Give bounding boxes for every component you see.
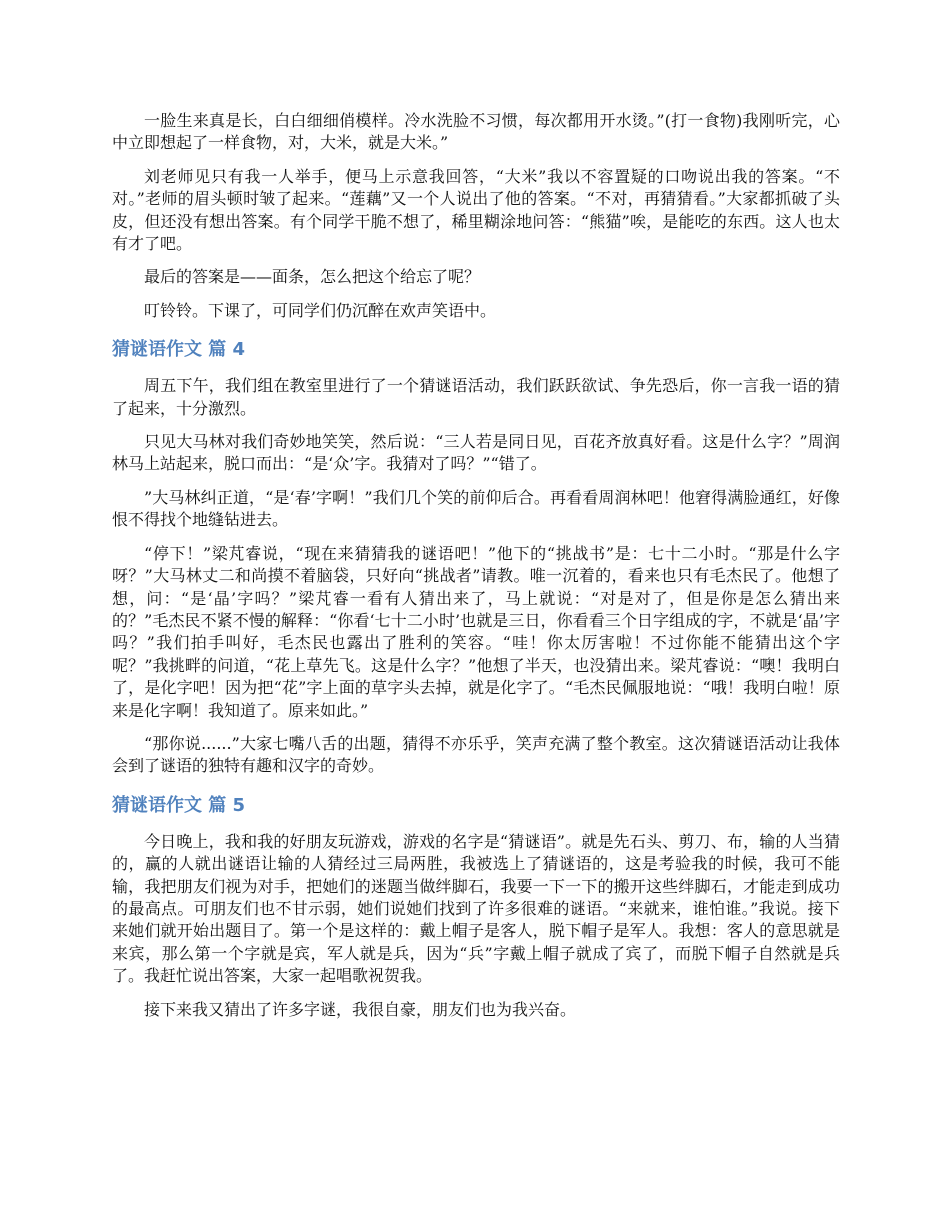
paragraph: 最后的答案是——面条，怎么把这个给忘了呢？ [144, 267, 481, 287]
paragraph: “停下！”梁芃睿说，“现在来猜猜我的谜语吧！”他下的“挑战书”是：七十二小时。“那是什么字呀？”大马林丈二和尚摸不着脑袋，只好向“挑战者”请教。唯一沉着的，看来也只有毛杰民了。他想了想，问：“是‘晶’字吗？”梁芃睿一看有人猜出来了，马上就说：“对是对了，但是你是怎么猜出来的？”毛杰民不紧不慢的解释：“你看‘七十二小时’也就是三日，你看看三个日字组成的字，不就是‘晶’字吗？”我们拍手叫好，毛杰民也露出了胜利的笑容。“哇！你太厉害啦！不过你能不能猜出这个字呢？”我挑畔的问道，“花上草先飞。这是什么字？”他想了半天，也没猜出来。梁芃睿说：“噢！我明白了，是化字吧！因为把“花”字上面的草字头去掉，就是化字了。“毛杰民佩服地说：“哦！我明白啦！原来是化字啊！我知道了。原来如此。” [112, 543, 840, 720]
paragraph: “那你说......”大家七嘴八舌的出题，猜得不亦乐乎，笑声充满了整个教室。这次猜谜语活动让我体会到了谜语的独特有趣和汉字的奇妙。 [112, 733, 840, 776]
paragraph: 周五下午，我们组在教室里进行了一个猜谜语活动，我们跃跃欲试、争先恐后，你一言我一语的猜了起来，十分激烈。 [112, 376, 840, 418]
document-page [112, 110, 840, 1032]
paragraph: ”大马林纠正道，“是‘春’字啊！”我们几个笑的前仰后合。再看看周润林吧！他窘得满脸通红，好像恨不得找个地缝钻进去。 [112, 487, 840, 530]
paragraph: 刘老师见只有我一人举手，便马上示意我回答，“大米”我以不容置疑的口吻说出我的答案。“不对。”老师的眉头顿时皱了起来。“莲藕”又一个人说出了他的答案。“不对，再猜猜看。”大家都抓破了头皮，但还没有想出答案。有个同学干脆不想了，稀里糊涂地问答：“熊猫”唉，是能吃的东西。这人也太有才了吧。 [112, 166, 840, 254]
paragraph: 今日晚上，我和我的好朋友玩游戏，游戏的名字是“猜谜语”。就是先石头、剪刀、布，输的人当猜的，赢的人就出谜语让输的人猜经过三局两胜，我被选上了猜谜语的，这是考验我的时候，我可不能输，我把朋友们视为对手，把她们的迷题当做绊脚石，我要一下一下的搬开这些绊脚石，才能走到成功的最高点。可朋友们也不甘示弱，她们说她们找到了许多很难的谜语。“来就来，谁怕谁。”我说。接下来她们就开始出题目了。第一个是这样的：戴上帽子是客人，脱下帽子是军人。我想：客人的意思就是来宾，那么第一个字就是宾，军人就是兵，因为“兵”字戴上帽子就成了宾了，而脱下帽子自然就是兵了。我赶忙说出答案，大家一起唱歌祝贺我。 [112, 831, 840, 986]
paragraph: 只见大马林对我们奇妙地笑笑，然后说：“三人若是同日见，百花齐放真好看。这是什么字？”周润林马上站起来，脱口而出：“是‘众’字。我猜对了吗？”“错了。 [112, 432, 840, 474]
section-heading-5: 猜谜语作文 篇 5 [112, 794, 246, 816]
paragraph: 一脸生来真是长，白白细细俏模样。冷水洗脸不习惯，每次都用开水烫。”(打一食物)我刚听完，心中立即想起了一样食物，对，大米，就是大米。” [112, 111, 840, 153]
paragraph: 接下来我又猜出了许多字谜，我很自豪，朋友们也为我兴奋。 [144, 999, 577, 1019]
paragraph: 叮铃铃。下课了，可同学们仍沉醉在欢声笑语中。 [144, 300, 497, 320]
section-heading-4: 猜谜语作文 篇 4 [112, 339, 246, 361]
